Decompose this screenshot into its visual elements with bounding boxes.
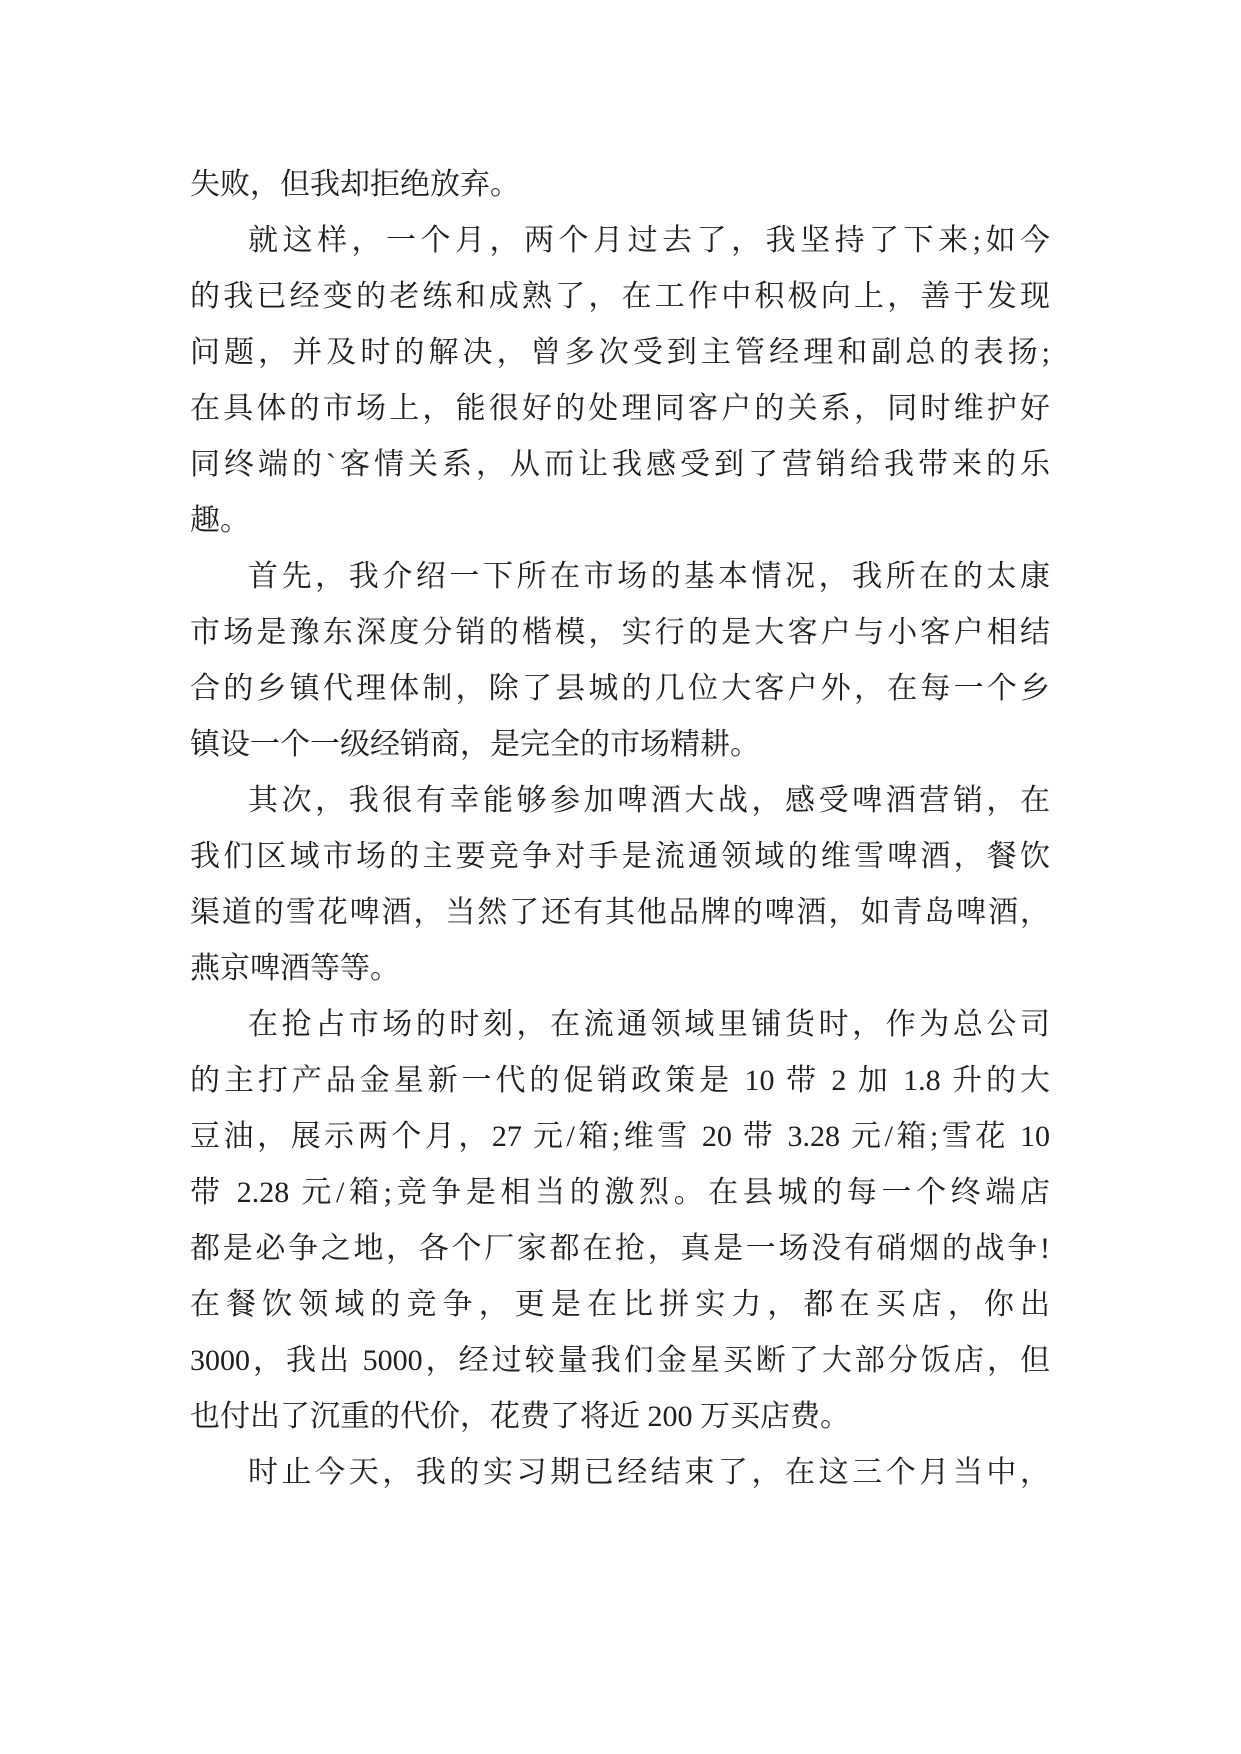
- text-line: 时止今天，我的实习期已经结束了，在这三个月当中，: [248, 1456, 1050, 1489]
- text-line: 在具体的市场上，能很好的处理同客户的关系，同时维护好: [190, 392, 1050, 425]
- text-line: 失败，但我却拒绝放弃。: [190, 168, 520, 201]
- text-line: 趣。: [190, 504, 250, 537]
- paragraph: [190, 157, 1050, 213]
- text-line: 就这样，一个月，两个月过去了，我坚持了下来;如今: [248, 224, 1050, 257]
- text-line: 3000，我出 5000，经过较量我们金星买断了大部分饭店，但: [190, 1344, 1050, 1377]
- paragraph: [190, 773, 1050, 997]
- body-text: [190, 157, 1050, 1501]
- paragraph: [190, 213, 1050, 549]
- text-line: 在抢占市场的时刻，在流通领域里铺货时，作为总公司: [248, 1008, 1050, 1041]
- text-line: 在餐饮领域的竞争，更是在比拼实力，都在买店，你出: [190, 1288, 1050, 1321]
- text-line: 问题，并及时的解决，曾多次受到主管经理和副总的表扬;: [190, 336, 1050, 369]
- text-line: 带 2.28 元/箱;竞争是相当的激烈。在县城的每一个终端店: [190, 1176, 1050, 1209]
- text-line: 渠道的雪花啤酒，当然了还有其他品牌的啤酒，如青岛啤酒，: [190, 896, 1050, 929]
- text-line: 首先，我介绍一下所在市场的基本情况，我所在的太康: [248, 560, 1050, 593]
- text-line: 同终端的`客情关系，从而让我感受到了营销给我带来的乐: [190, 448, 1050, 481]
- text-line: 的主打产品金星新一代的促销政策是 10 带 2 加 1.8 升的大: [190, 1064, 1050, 1097]
- text-line: 我们区域市场的主要竞争对手是流通领域的维雪啤酒，餐饮: [190, 840, 1050, 873]
- text-line: 其次，我很有幸能够参加啤酒大战，感受啤酒营销，在: [248, 784, 1050, 817]
- text-line: 市场是豫东深度分销的楷模，实行的是大客户与小客户相结: [190, 616, 1050, 649]
- text-line: 燕京啤酒等等。: [190, 952, 400, 985]
- text-line: 豆油，展示两个月，27 元/箱;维雪 20 带 3.28 元/箱;雪花 10: [190, 1120, 1050, 1153]
- text-line: 也付出了沉重的代价，花费了将近 200 万买店费。: [190, 1400, 850, 1433]
- paragraph: [190, 549, 1050, 773]
- text-line: 都是必争之地，各个厂家都在抢，真是一场没有硝烟的战争!: [190, 1232, 1050, 1265]
- text-line: 的我已经变的老练和成熟了，在工作中积极向上，善于发现: [190, 280, 1050, 313]
- paragraph: [190, 997, 1050, 1445]
- paragraph: [190, 1445, 1050, 1501]
- text-line: 镇设一个一级经销商，是完全的市场精耕。: [190, 728, 760, 761]
- text-line: 合的乡镇代理体制，除了县城的几位大客户外，在每一个乡: [190, 672, 1050, 705]
